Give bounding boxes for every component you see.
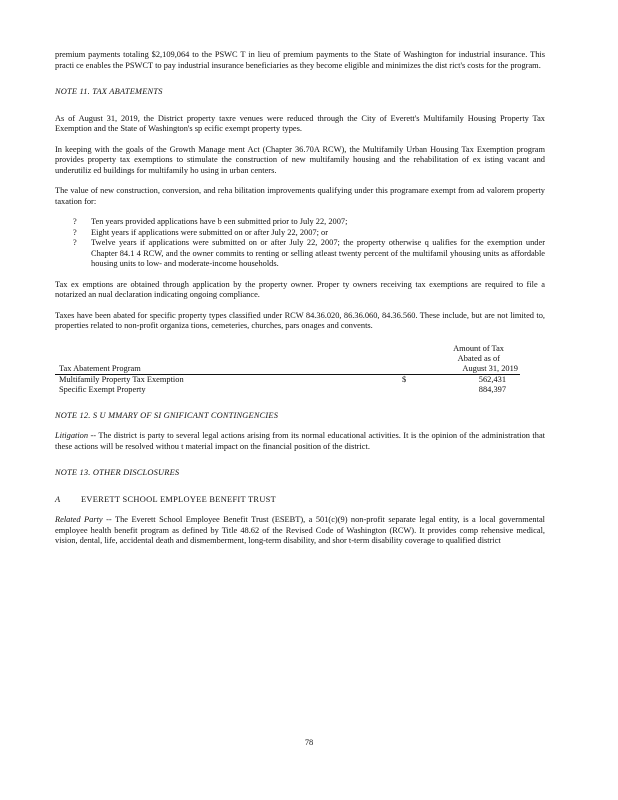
table-row (55, 385, 520, 395)
note-11-paragraph-2: In keeping with the goals of the Growth Manage ment Act (Chapter 36.70A RCW), the Multifamily Urban Housing Tax Exemption program provides property tax exemptions to stimulate the construction of new multifamily housing and the rehabilitation of ex isting vacant and underutiliz ed buildings for multifamily ho using in urban centers. (55, 144, 545, 175)
related-party-text: -- The Everett School Employee Benefit Trust (ESEBT), a 501(c)(9) non-profit separate legal entity, is a local governmental employee health benefit program as defined by Title 48.62 of the Revised Code of Washington (RCW). It provides comp rehensive medical, vision, dental, life, accidental death and dismemberment, long-term disability, and shor t-term disability coverage to qualified district (55, 515, 545, 545)
litigation-lead: Litigation (55, 431, 89, 440)
table-cell-program: Specific Exempt Property (59, 384, 146, 394)
tax-abatement-table (55, 344, 520, 395)
list-item-text: Ten years provided applications have b een submitted prior to July 22, 2007; (91, 217, 348, 226)
note-11-paragraph-1: As of August 31, 2019, the District property taxre venues were reduced through the City of Everett's Multifamily Housing Property Tax Exemption and the State of Washington's sp ecific exempt property types. (55, 113, 545, 133)
list-item (73, 217, 545, 228)
subheading-title: EVERETT SCHOOL EMPLOYEE BENEFIT TRUST (81, 494, 277, 504)
list-item (73, 238, 545, 270)
intro-paragraph: premium payments totaling $2,109,064 to the PSWC T in lieu of premium payments to the State of Washington for industrial insurance. This practi ce enables the PSWCT to pay industrial insurance beneficiaries as they become eligible and minimizes the dist rict's costs for the program. (55, 50, 545, 70)
exemption-list (55, 217, 545, 270)
page-number: 78 (304, 738, 314, 747)
note-11-paragraph-5: Taxes have been abated for specific property types classified under RCW 84.36.020, 86.36.060, 84.36.560. These include, but are not limited to, properties related to non-profit organiza tions, cemeteries, churches, pars onages and convents. (55, 310, 545, 330)
table-cell-program: Multifamily Property Tax Exemption (59, 374, 184, 384)
list-item-text: Twelve years if applications were submitted on or after July 22, 2007; the property otherwise q ualifies for the exemption under Chapter 84.1 4 RCW, and the owner commits to renting or selling atleast twenty percent of the multifamil yhousing units as affordable housing units to low- and moderate-income households. (91, 238, 545, 268)
currency-symbol: $ (401, 374, 407, 384)
related-party-lead: Related Party (55, 515, 103, 524)
note-11-paragraph-3: The value of new construction, conversion, and reha bilitation improvements qualifying under this programare exempt from ad valorem property taxation for: (55, 186, 545, 206)
list-item (73, 228, 545, 239)
note-12-heading: NOTE 12. S U MMARY OF SI GNIFICANT CONTINGENCIES (55, 410, 279, 420)
note-13-paragraph (55, 515, 545, 547)
list-item-text: Eight years if applications were submitted on or after July 22, 2007; or (91, 227, 329, 237)
note-11-paragraph-4: Tax ex emptions are obtained through application by the property owner. Proper ty owners receiving tax exemptions are required to file a notarized an nual declaration indicating ongoing compliance. (55, 279, 545, 299)
subheading-letter: A (55, 494, 61, 504)
note-11-heading: NOTE 11. TAX ABATEMENTS (55, 87, 163, 96)
table-cell-amount: 884,397 (478, 384, 506, 394)
amount-header-line-1: Amount of Tax (453, 343, 504, 353)
program-column-header: Tax Abatement Program (55, 364, 380, 375)
bullet-mark: ? (73, 227, 77, 237)
litigation-text: -- The district is party to several legal actions arising from its normal educational activities. It is the opinion of the administration that these actions will be resolved withou t material impact on the financial position of the district. (55, 431, 545, 451)
note-12-paragraph (55, 431, 545, 452)
note-13-subheading (55, 495, 545, 506)
table-row (55, 374, 520, 385)
document-page (55, 50, 545, 547)
table-cell-amount: 562,431 (478, 374, 506, 384)
amount-header-line-3: August 31, 2019 (380, 364, 520, 375)
amount-header-line-2: Abated as of (457, 353, 500, 363)
note-13-heading: NOTE 13. OTHER DISCLOSURES (55, 468, 180, 477)
bullet-mark: ? (73, 217, 77, 226)
bullet-mark: ? (73, 238, 77, 247)
